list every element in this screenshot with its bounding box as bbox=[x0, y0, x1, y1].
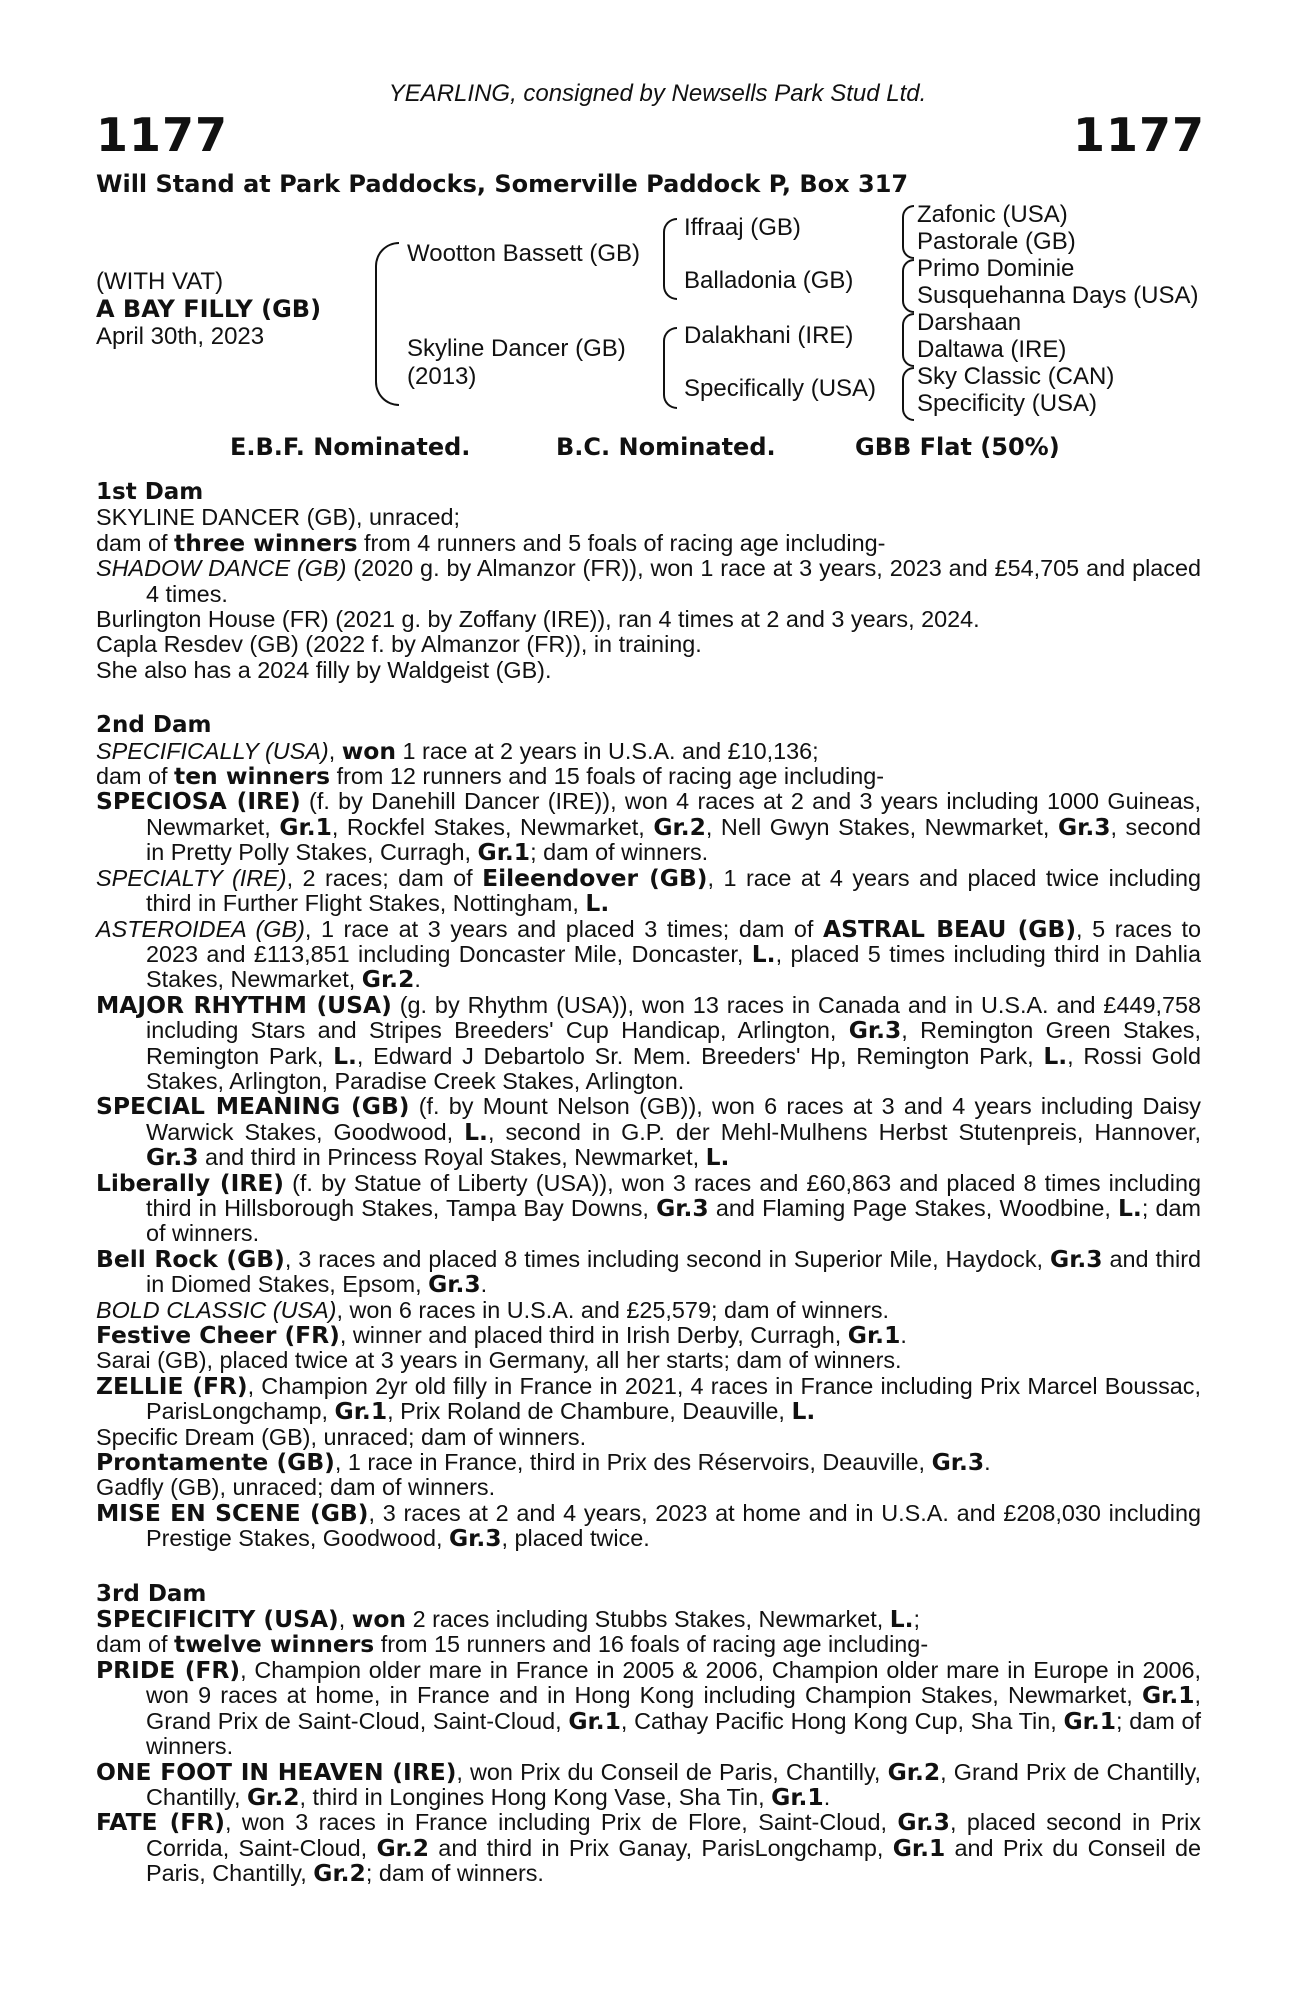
entry-paragraph bbox=[96, 1244, 1201, 1299]
text-run: and Flaming Page Stakes, Woodbine, bbox=[708, 1194, 1119, 1221]
horse-name: A BAY FILLY (GB) bbox=[96, 295, 322, 323]
text-run: ; bbox=[913, 1606, 921, 1633]
text-run: , Cathay Pacific Hong Kong Cup, Sha Tin, bbox=[620, 1707, 1064, 1734]
bc-nomination: B.C. Nominated. bbox=[556, 433, 776, 461]
bold-run: Gr.3 bbox=[428, 1270, 481, 1299]
bold-run: L. bbox=[751, 939, 776, 968]
text-run: ; dam of winners. bbox=[146, 1707, 1201, 1760]
gbb-status: GBB Flat (50%) bbox=[855, 433, 1060, 461]
text-run: and third in Prix Ganay, ParisLongchamp, bbox=[429, 1834, 893, 1861]
bold-run: Gr.3 bbox=[931, 1448, 985, 1477]
entry-paragraph bbox=[96, 1757, 1201, 1811]
dam-year: (2013) bbox=[407, 363, 477, 390]
entry-paragraph bbox=[96, 556, 1201, 607]
bold-run: ONE FOOT IN HEAVEN (IRE) bbox=[96, 1757, 457, 1786]
italic-run: SPECIFICALLY (USA) bbox=[96, 737, 329, 764]
text-run: . bbox=[900, 1322, 907, 1348]
entry-paragraph bbox=[96, 1323, 1201, 1348]
bold-run: L. bbox=[1043, 1041, 1068, 1070]
entry-paragraph bbox=[96, 1450, 1201, 1475]
bold-run: Gr.1 bbox=[892, 1833, 946, 1862]
bold-run: Gr.1 bbox=[1141, 1681, 1195, 1710]
text-run: (f. by Statue of Liberty (USA)), won 3 races and £60,863 and placed 8 times including third in Hillsborough Stakes, Tampa Bay Downs, bbox=[146, 1169, 1201, 1221]
bold-run: ZELLIE (FR) bbox=[96, 1371, 248, 1400]
bold-run: Gr.1 bbox=[771, 1782, 824, 1811]
ggp-8: Specificity (USA) bbox=[917, 390, 1098, 417]
sire-brace bbox=[663, 218, 677, 300]
text-run: . bbox=[984, 1449, 991, 1476]
italic-run: BOLD CLASSIC (USA) bbox=[96, 1296, 337, 1323]
entry-paragraph bbox=[96, 990, 1201, 1095]
bold-run: Gr.3 bbox=[1050, 1244, 1103, 1273]
bold-run: Festive Cheer (FR) bbox=[96, 1321, 340, 1349]
entry-paragraph bbox=[96, 658, 1201, 683]
text-run: , Grand Prix de Chantilly, Chantilly, bbox=[146, 1758, 1201, 1810]
section-gap bbox=[96, 683, 1201, 713]
text-run: and third in Diomed Stakes, Epsom, bbox=[146, 1245, 1201, 1298]
bold-run: Bell Rock (GB) bbox=[96, 1244, 285, 1273]
text-run: Specific Dream (GB), unraced; dam of winners. bbox=[96, 1423, 587, 1450]
section-heading: 3rd Dam bbox=[96, 1580, 207, 1607]
entry-paragraph bbox=[96, 914, 1201, 994]
text-run: , placed second in Prix Corrida, Saint-Cloud, bbox=[146, 1809, 1201, 1861]
text-run: , placed 5 times including third in Dahlia Stakes, Newmarket, bbox=[146, 940, 1201, 993]
bold-run: Gr.1 bbox=[279, 812, 332, 841]
bold-run: Gr.3 bbox=[146, 1143, 199, 1172]
text-run: Gadfly (GB), unraced; dam of winners. bbox=[96, 1474, 496, 1501]
ggp-7: Sky Classic (CAN) bbox=[917, 363, 1115, 390]
text-run: (f. by Danehill Dancer (IRE)), won 4 races at 2 and 3 years including 1000 Guineas, Newmarket, bbox=[146, 788, 1201, 840]
text-run: 1 race at 2 years in U.S.A. and £10,136; bbox=[396, 737, 819, 764]
third-dam-section bbox=[96, 1582, 1201, 1887]
ggp-2: Pastorale (GB) bbox=[917, 228, 1076, 255]
text-run: , Rossi Gold Stakes, Arlington, Paradise Creek Stakes, Arlington. bbox=[146, 1042, 1201, 1094]
bold-run: Gr.3 bbox=[656, 1193, 709, 1222]
text-run: dam of bbox=[96, 529, 175, 556]
bold-run: L. bbox=[889, 1605, 914, 1634]
bold-run: Prontamente (GB) bbox=[96, 1448, 335, 1477]
text-run: , bbox=[338, 1606, 352, 1633]
bold-run: SPECIFICITY (USA) bbox=[96, 1605, 339, 1634]
text-run: ; dam of winners. bbox=[146, 1194, 1202, 1247]
ggp-brace-4 bbox=[902, 367, 914, 421]
text-run: (f. by Mount Nelson (GB)), won 6 races at 3 and 4 years including Daisy Warwick Stakes, Goodwood, bbox=[146, 1093, 1201, 1145]
text-run: , winner and placed third in Irish Derby, Curragh, bbox=[339, 1322, 848, 1348]
text-run: , 5 races to 2023 and £113,851 including Doncaster Mile, Doncaster, bbox=[146, 915, 1201, 967]
text-run: , 1 race at 3 years and placed 3 times; dam of bbox=[304, 915, 824, 942]
entry-paragraph bbox=[96, 764, 1201, 789]
text-run: , won 3 races in France including Prix de Flore, Saint-Cloud, bbox=[224, 1809, 898, 1836]
text-run: , Grand Prix de Saint-Cloud, Saint-Cloud, bbox=[146, 1682, 1201, 1734]
entry-paragraph bbox=[96, 863, 1201, 918]
ggp-5: Darshaan bbox=[917, 309, 1022, 336]
bold-run: L. bbox=[705, 1143, 730, 1172]
bold-run: won bbox=[351, 1605, 407, 1634]
dam-sire: Dalakhani (IRE) bbox=[684, 322, 854, 349]
text-run: ; dam of winners. bbox=[365, 1860, 544, 1887]
bold-run: three winners bbox=[174, 528, 358, 557]
entry-paragraph bbox=[96, 1655, 1201, 1760]
text-run: , second in G.P. der Mehl-Mulhens Herbst Stutenpreis, Hannover, bbox=[487, 1118, 1201, 1145]
catalogue-body bbox=[96, 480, 1201, 1887]
pedigree-brace bbox=[375, 242, 399, 406]
text-run: . bbox=[823, 1783, 831, 1810]
bold-run: PRIDE (FR) bbox=[96, 1655, 241, 1684]
sire: Wootton Bassett (GB) bbox=[407, 240, 640, 267]
section-heading: 1st Dam bbox=[96, 479, 204, 505]
ggp-brace-2 bbox=[902, 259, 914, 313]
bold-run: Gr.2 bbox=[361, 965, 415, 994]
lot-number-right: 1177 bbox=[1072, 108, 1205, 162]
entry-paragraph bbox=[96, 528, 1201, 557]
text-run: , second in Pretty Polly Stakes, Curragh, bbox=[146, 813, 1201, 866]
bold-run: Gr.1 bbox=[568, 1706, 621, 1735]
bold-run: Gr.1 bbox=[847, 1321, 901, 1349]
foaling-date: April 30th, 2023 bbox=[96, 323, 265, 350]
lot-number-left: 1177 bbox=[96, 108, 229, 162]
entry-paragraph bbox=[96, 1607, 1201, 1632]
bold-run: MAJOR RHYTHM (USA) bbox=[96, 990, 392, 1019]
bold-run: L. bbox=[1118, 1193, 1142, 1222]
entry-paragraph bbox=[96, 736, 1201, 765]
text-run: , won Prix du Conseil de Paris, Chantilly, bbox=[456, 1758, 888, 1785]
text-run: , Edward J Debartolo Sr. Mem. Breeders' Hp, Remington Park, bbox=[356, 1042, 1044, 1069]
entry-paragraph bbox=[96, 1810, 1201, 1886]
ebf-nomination: E.B.F. Nominated. bbox=[230, 433, 471, 461]
entry-paragraph bbox=[96, 1168, 1202, 1247]
bold-run: L. bbox=[333, 1041, 357, 1070]
text-run: dam of bbox=[96, 1631, 175, 1658]
bold-run: Gr.2 bbox=[653, 812, 706, 841]
bold-run: FATE (FR) bbox=[96, 1808, 225, 1837]
entry-paragraph bbox=[96, 607, 1201, 632]
bold-run: Gr.1 bbox=[334, 1397, 388, 1426]
ggp-3: Primo Dominie bbox=[917, 255, 1075, 282]
bold-run: Gr.3 bbox=[1057, 812, 1111, 841]
entry-paragraph bbox=[96, 789, 1201, 865]
first-dam-lines bbox=[96, 505, 1201, 683]
second-dam-lines bbox=[96, 736, 1202, 1553]
ggp-6: Daltawa (IRE) bbox=[917, 336, 1067, 363]
italic-run: SPECIALTY (IRE) bbox=[96, 864, 287, 891]
text-run: , 1 race at 4 years and placed twice including third in Further Flight Stakes, Nottingham, bbox=[146, 864, 1201, 917]
text-run: from 4 runners and 5 foals of racing age including- bbox=[357, 529, 886, 556]
text-run: 2 races including Stubbs Stakes, Newmarket, bbox=[406, 1606, 890, 1633]
italic-run: ASTEROIDEA (GB) bbox=[96, 915, 305, 942]
sire-dam: Balladonia (GB) bbox=[684, 267, 854, 294]
text-run: ; dam of winners. bbox=[530, 839, 709, 866]
first-dam-section bbox=[96, 480, 1201, 683]
text-run: , Remington Green Stakes, Remington Park, bbox=[146, 1017, 1201, 1069]
second-dam-section bbox=[96, 713, 1201, 1551]
entry-paragraph bbox=[96, 1348, 1201, 1373]
bold-run: Gr.3 bbox=[448, 1524, 502, 1553]
dam-dam: Specifically (USA) bbox=[684, 375, 877, 402]
text-run: , Champion 2yr old filly in France in 2021, 4 races in France including Prix Marcel Boussac, ParisLongchamp, bbox=[146, 1372, 1201, 1425]
bold-run: Gr.1 bbox=[1063, 1706, 1117, 1735]
text-run: , 1 race in France, third in Prix des Réservoirs, Deauville, bbox=[334, 1449, 932, 1476]
bold-run: SPECIOSA (IRE) bbox=[96, 787, 301, 816]
bold-run: ten winners bbox=[174, 762, 331, 791]
stand-location: Will Stand at Park Paddocks, Somerville Paddock P, Box 317 bbox=[96, 170, 909, 198]
bold-run: L. bbox=[585, 889, 610, 918]
entry-paragraph bbox=[96, 632, 1201, 657]
bold-run: Gr.2 bbox=[313, 1859, 366, 1888]
text-run: dam of bbox=[96, 763, 175, 790]
text-run: SKYLINE DANCER (GB), unraced; bbox=[96, 504, 460, 531]
bold-run: won bbox=[341, 736, 397, 765]
bold-run: Gr.3 bbox=[848, 1016, 902, 1045]
bold-run: SPECIAL MEANING (GB) bbox=[96, 1092, 410, 1121]
text-run: . bbox=[480, 1271, 488, 1298]
text-run: She also has a 2024 filly by Waldgeist (GB). bbox=[96, 656, 552, 683]
text-run: , third in Longines Hong Kong Vase, Sha Tin, bbox=[299, 1783, 772, 1810]
bold-run: Gr.3 bbox=[897, 1808, 950, 1837]
text-run: . bbox=[414, 966, 421, 993]
text-run: , Prix Roland de Chambure, Deauville, bbox=[387, 1398, 792, 1425]
text-run: , bbox=[328, 737, 342, 764]
section-heading: 2nd Dam bbox=[96, 712, 212, 739]
text-run: , Nell Gwyn Stakes, Newmarket, bbox=[705, 813, 1058, 840]
dam: Skyline Dancer (GB) bbox=[407, 335, 626, 362]
ggp-4: Susquehanna Days (USA) bbox=[917, 282, 1199, 309]
entry-paragraph bbox=[96, 1371, 1201, 1426]
text-run: from 15 runners and 16 foals of racing age including- bbox=[374, 1631, 929, 1658]
entry-paragraph bbox=[96, 1298, 1201, 1323]
entry-paragraph bbox=[96, 1425, 1201, 1450]
bold-run: Gr.2 bbox=[376, 1833, 430, 1862]
bold-run: Gr.2 bbox=[246, 1782, 300, 1811]
ggp-brace-1 bbox=[902, 205, 914, 259]
text-run: , placed twice. bbox=[501, 1525, 650, 1552]
entry-paragraph bbox=[96, 1094, 1201, 1170]
text-run: , 3 races at 2 and 4 years, 2023 at home and in U.S.A. and £208,030 including Prestige Stakes, Goodwood, bbox=[146, 1499, 1201, 1552]
text-run: and third in Princess Royal Stakes, Newmarket, bbox=[198, 1144, 706, 1171]
text-run: , Rockfel Stakes, Newmarket, bbox=[331, 813, 654, 840]
bold-run: MISE EN SCENE (GB) bbox=[96, 1498, 369, 1527]
bold-run: Eileendover (GB) bbox=[482, 863, 708, 892]
text-run: Sarai (GB), placed twice at 3 years in Germany, all her starts; dam of winners. bbox=[96, 1347, 902, 1374]
bold-run: Liberally (IRE) bbox=[96, 1168, 284, 1197]
text-run: , Champion older mare in France in 2005 & 2006, Champion older mare in Europe in 2006, won 9 races at home, in France and in Hong Kong including Champion Stakes, Newmarket, bbox=[146, 1656, 1201, 1709]
vat-note: (WITH VAT) bbox=[96, 268, 224, 295]
text-run: (g. by Rhythm (USA)), won 13 races in Canada and in U.S.A. and £449,758 including Stars and Stripes Breeders' Cup Handicap, Arlington, bbox=[146, 991, 1201, 1044]
text-run: (2020 g. by Almanzor (FR)), won 1 race at 3 years, 2023 and £54,705 and placed 4 times. bbox=[146, 555, 1201, 607]
text-run: and Prix du Conseil de Paris, Chantilly, bbox=[146, 1834, 1201, 1887]
text-run: , 2 races; dam of bbox=[286, 864, 483, 891]
italic-run: SHADOW DANCE (GB) bbox=[96, 555, 347, 582]
entry-paragraph bbox=[96, 1498, 1201, 1553]
bold-run: L. bbox=[791, 1397, 816, 1426]
bold-run: Gr.1 bbox=[477, 838, 531, 867]
sire-sire: Iffraaj (GB) bbox=[684, 214, 801, 241]
text-run: from 12 runners and 15 foals of racing age including- bbox=[330, 763, 885, 790]
bold-run: twelve winners bbox=[174, 1630, 375, 1659]
text-run: Capla Resdev (GB) (2022 f. by Almanzor (FR)), in training. bbox=[96, 631, 702, 658]
third-dam-lines bbox=[96, 1607, 1201, 1886]
section-gap bbox=[96, 1552, 1201, 1582]
bold-run: L. bbox=[464, 1117, 488, 1146]
ggp-1: Zafonic (USA) bbox=[917, 201, 1068, 228]
entry-paragraph bbox=[96, 505, 1201, 530]
bold-run: ASTRAL BEAU (GB) bbox=[823, 914, 1077, 943]
entry-paragraph bbox=[96, 1475, 1201, 1500]
bold-run: Gr.2 bbox=[887, 1757, 941, 1786]
dam-brace bbox=[663, 327, 677, 409]
ggp-brace-3 bbox=[902, 313, 914, 367]
entry-paragraph bbox=[96, 1632, 1201, 1657]
text-run: , won 6 races in U.S.A. and £25,579; dam of winners. bbox=[336, 1296, 890, 1323]
consignment-line: YEARLING, consigned by Newsells Park Stud Ltd. bbox=[388, 80, 927, 107]
text-run: Burlington House (FR) (2021 g. by Zoffany (IRE)), ran 4 times at 2 and 3 years, 2024. bbox=[96, 606, 980, 633]
text-run: , 3 races and placed 8 times including second in Superior Mile, Haydock, bbox=[284, 1245, 1050, 1272]
